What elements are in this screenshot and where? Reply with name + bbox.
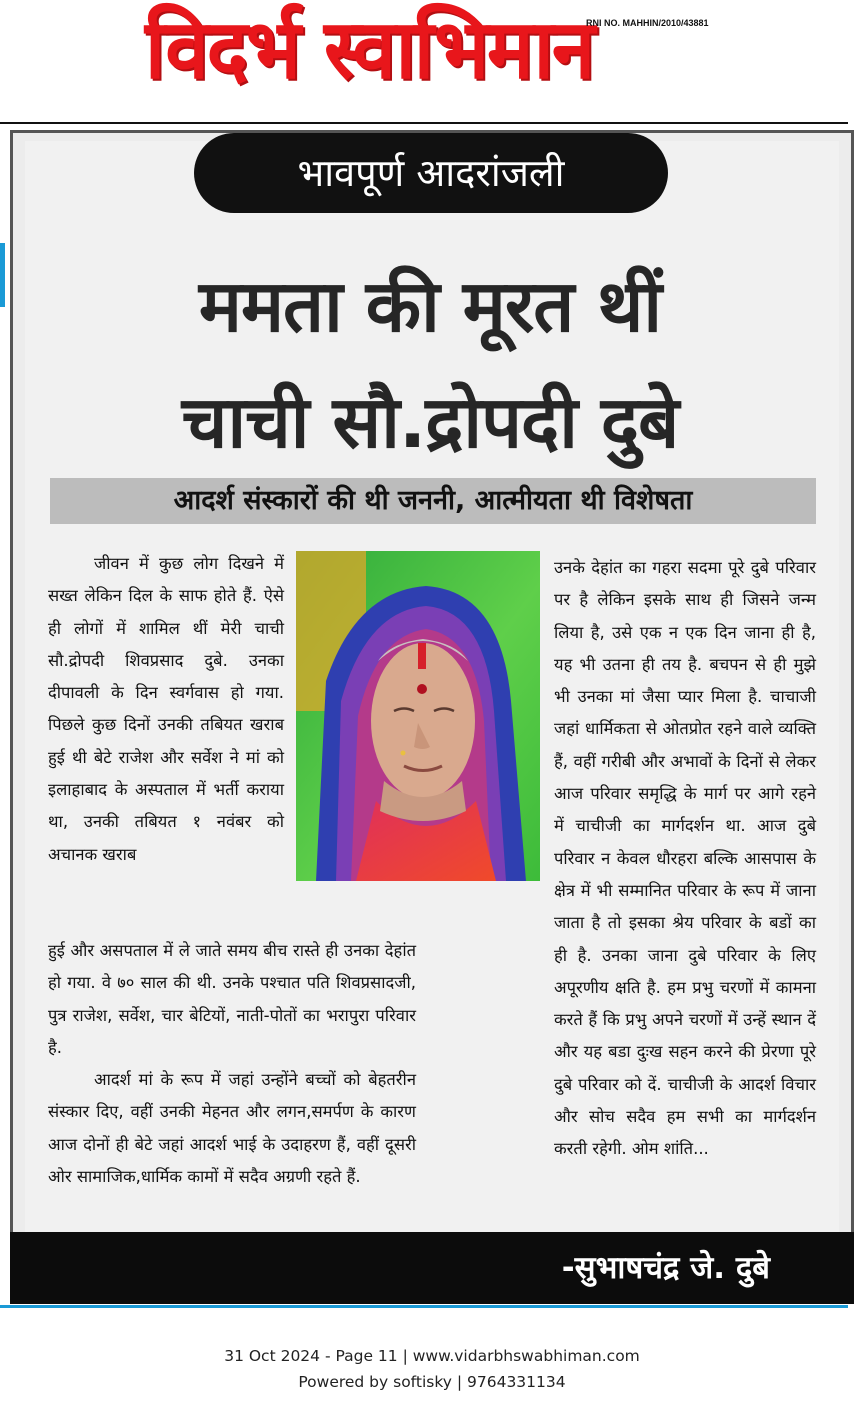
rni-number: RNI NO. MAHHIN/2010/43881 (586, 18, 709, 28)
page-footer (0, 1343, 864, 1395)
headline-line-2: चाची सौ.द्रोपदी दुबे (181, 380, 679, 464)
article-column-left-top (48, 548, 284, 871)
footer-date-url: 31 Oct 2024 - Page 11 | www.vidarbhswabhiman.com (224, 1347, 640, 1365)
footer-credits: Powered by softisky | 9764331134 (298, 1373, 566, 1391)
side-accent-bar (0, 243, 5, 307)
bottom-accent-rule (0, 1305, 848, 1308)
portrait-image (296, 551, 540, 881)
tribute-banner: भावपूर्ण आदरांजली (194, 133, 668, 213)
signature-bar (10, 1232, 854, 1304)
article-column-left-bottom (48, 935, 416, 1193)
subheadline: आदर्श संस्कारों की थी जननी, आत्मीयता थी विशेषता (50, 478, 816, 524)
masthead-rule (0, 122, 848, 124)
article-column-right (554, 552, 816, 1166)
article-paragraph: उनके देहांत का गहरा सदमा पूरे दुबे परिवार पर है लेकिन इसके साथ ही जिसने जन्म लिया है, उसे एक न एक दिन जाना ही है, यह भी उतना ही तय है. बचपन से ही मुझे भी उनका मां जैसा प्यार मिला है. चाचाजी जहां धार्मिकता से ओतप्रोत रहने वाले व्यक्ति हैं, वहीं गरीबी और अभावों के दिनों से लेकर आज परिवार समृद्धि के मार्ग पर आगे रहने में चाचीजी का मार्गदर्शन था. आज दुबे परिवार न केवल धौरहरा बल्कि आसपास के क्षेत्र में भी सम्मानित परिवार के रूप में जाना जाता है तो इसका श्रेय परिवार के बडों का ही है. उनका जाना दुबे परिवार के लिए अपूरणीय क्षति है. हम प्रभु चरणों में कामना करते हैं कि प्रभु अपने चरणों में उन्हें स्थान दें और यह बडा दुःख सहन करने की प्रेरणा पूरे दुबे परिवार को दें. चाचीजी के आदर्श विचार और सोच सदैव हम सभी का मार्गदर्शन करती रहेगी. ओम शांति... (554, 558, 816, 1159)
newspaper-title: विदर्भ स्वाभिमान (145, 2, 594, 98)
headline (40, 248, 820, 480)
author-signature: -सुभाषचंद्र जे. दुबे (561, 1250, 770, 1286)
article-paragraph: आदर्श मां के रूप में जहां उन्होंने बच्चों को बेहतरीन संस्कार दिए, वहीं उनकी मेहनत और लगन,समर्पण के कारण आज दोनों ही बेटे जहां आदर्श भाई के उदाहरण हैं, वहीं दूसरी ओर सामाजिक,धार्मिक कामों में सदैव अग्रणी रहते हैं. (48, 1070, 416, 1187)
article-paragraph: जीवन में कुछ लोग दिखने में सख्त लेकिन दिल के साफ होते हैं. ऐसे ही लोगों में शामिल थीं मेरी चाची सौ.द्रोपदी शिवप्रसाद दुबे. उनका दीपावली के दिन स्वर्गवास हो गया. पिछले कुछ दिनों उनकी तबियत खराब हुई थी बेटे राजेश और सर्वेश ने मां को इलाहाबाद के अस्पताल में भर्ती कराया था, उनकी तबियत १ नवंबर को अचानक खराब (48, 554, 284, 864)
headline-line-1: ममता की मूरत थीं (198, 264, 662, 348)
portrait-photo (296, 551, 540, 881)
masthead (0, 0, 864, 120)
article-paragraph: हुई और असपताल में ले जाते समय बीच रास्ते ही उनका देहांत हो गया. वे ७० साल की थी. उनके पश्चात पति शिवप्रसादजी, पुत्र राजेश, सर्वेश, चार बेटियों, नाती-पोतों का भरापुरा परिवार है. (48, 941, 416, 1057)
